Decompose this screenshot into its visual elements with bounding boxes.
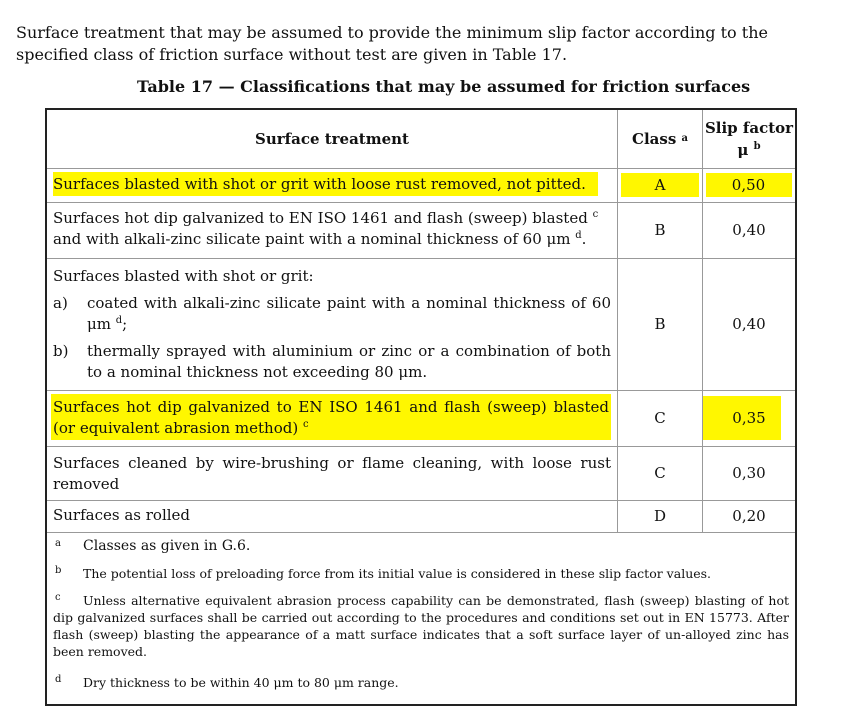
footnote-d: d Dry thickness to be within 40 μm to 80 μm range. xyxy=(55,674,399,690)
footnote-c: c Unless alternative equivalent abrasion process capability can be demonstrated, flash (sweep) blasting of hot dip galvanized surfaces shall be carried out according to the procedures and conditions set out in EN 15773. After flash (sweep) blasting the appearance of a matt surface indicates that a soft surface layer of un-alloyed zinc has been removed. xyxy=(53,592,789,659)
row-slip: 0,50 xyxy=(703,168,795,202)
row-text: Surfaces blasted with shot or grit with loose rust removed, not pitted. xyxy=(53,172,598,196)
list-item: b) thermally sprayed with aluminium or zinc or a combination of both to a nominal thickness not exceeding 80 μm. xyxy=(53,342,611,381)
row-slip: 0,20 xyxy=(732,507,766,525)
header-slip-factor: Slip factor μ $^b$ xyxy=(704,119,794,159)
row-class: B xyxy=(618,202,703,258)
header-class: Class a xyxy=(618,110,703,168)
footnote-a: a Classes as given in G.6. xyxy=(55,538,251,554)
row-slip: 0,40 xyxy=(732,221,766,239)
row-slip: 0,35 xyxy=(703,396,781,440)
friction-surface-table xyxy=(45,108,797,706)
table-row xyxy=(47,168,795,203)
table-caption: Table 17 — Classifications that may be assumed for friction surfaces xyxy=(137,77,751,96)
row-class: D xyxy=(618,500,703,532)
row-class: C xyxy=(618,390,703,446)
table-footnotes xyxy=(53,538,789,701)
row-text: Surfaces cleaned by wire-brushing or flame cleaning, with loose rust removed xyxy=(47,446,618,500)
row-text: Surfaces blasted with shot or grit: a) coated with alkali-zinc silicate paint with a nominal thickness of 60 μm $^d$; b) thermally sprayed with aluminium or zinc or a combination of both to a nominal thickness not exceeding 80 μm. xyxy=(47,258,618,390)
list-item: a) coated with alkali-zinc silicate paint with a nominal thickness of 60 μm $^d$; xyxy=(53,294,611,333)
row-class: B xyxy=(618,258,703,390)
header-surface-treatment: Surface treatment xyxy=(47,110,618,168)
table-row xyxy=(47,202,795,259)
row-slip: 0,30 xyxy=(732,464,766,482)
table-row xyxy=(47,258,795,391)
row-text: Surfaces hot dip galvanized to EN ISO 1461 and flash (sweep) blasted $^c$ and with alkali-zinc silicate paint with a nominal thickness of 60 μm $^d$. xyxy=(47,202,618,258)
row-slip: 0,40 xyxy=(732,315,766,333)
table-row xyxy=(47,500,795,533)
row-text: Surfaces as rolled xyxy=(47,500,618,532)
table-header-row xyxy=(47,110,795,169)
table-row xyxy=(47,446,795,501)
row-class: A xyxy=(618,168,703,202)
row-class: C xyxy=(618,446,703,500)
intro-paragraph: Surface treatment that may be assumed to provide the minimum slip factor according to the specified class of friction surface without test are given in Table 17. xyxy=(16,23,768,64)
footnote-b: b The potential loss of preloading force from its initial value is considered in these slip factor values. xyxy=(55,565,712,581)
row-text: Surfaces hot dip galvanized to EN ISO 1461 and flash (sweep) blasted (or equivalent abrasion method) $^c$ xyxy=(51,394,611,440)
table-row xyxy=(47,390,795,447)
